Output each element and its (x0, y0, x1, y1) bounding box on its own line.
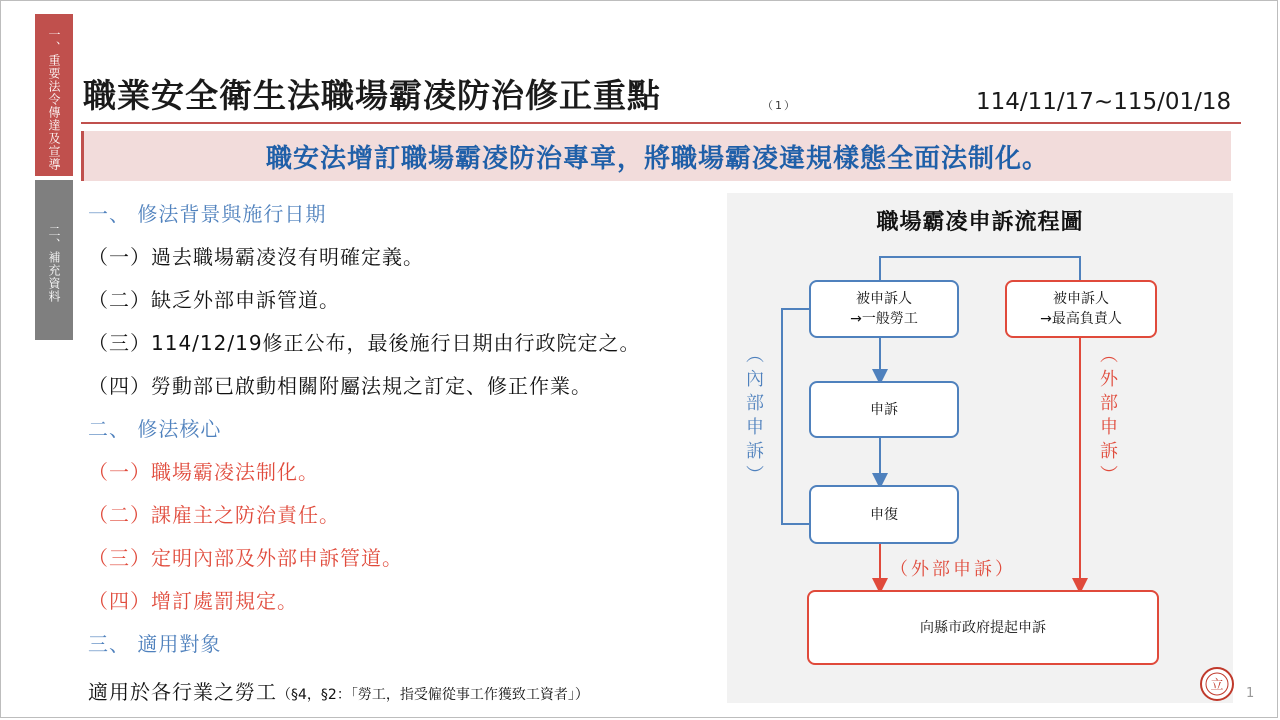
page-number: 1 (1246, 686, 1255, 701)
list-item: （二）缺乏外部申訴管道。 (88, 288, 340, 312)
box-respondent-head (1005, 280, 1157, 338)
applicability-main: 適用於各行業之勞工 (88, 680, 277, 704)
section-heading-2: 二、 修法核心 (88, 417, 222, 441)
list-item: （三）定明內部及外部申訴管道。 (88, 546, 403, 570)
section-heading-1: 一、 修法背景與施行日期 (88, 202, 327, 226)
list-item: （三）114/12/19修正公布，最後施行日期由行政院定之。 (88, 331, 641, 355)
list-item: （四）勞動部已啟動相關附屬法規之訂定、修正作業。 (88, 374, 592, 398)
section-heading-3: 三、 適用對象 (88, 632, 222, 656)
applicability-note: （§4，§2：「勞工，指受僱從事工作獲致工資者」） (277, 687, 589, 703)
box-review (809, 485, 959, 544)
list-item: （一）過去職場霸凌沒有明確定義。 (88, 245, 424, 269)
box-complaint (809, 381, 959, 438)
label-external-complaint-right: （外部申訴） (1097, 345, 1118, 489)
box-label: 申復 (870, 506, 898, 523)
label-external-complaint-mid: （外部申訴） (890, 559, 1016, 580)
box-label: 被申訴人 (1053, 291, 1109, 307)
box-label: 被申訴人 (856, 291, 912, 307)
summary-banner: 職安法增訂職場霸凌防治專章，將職場霸凌違規樣態全面法制化。 (81, 131, 1231, 181)
flowchart-panel (727, 193, 1233, 703)
box-label: 向縣市政府提起申訴 (920, 619, 1046, 636)
box-label: →一般勞工 (850, 311, 918, 327)
page-title: 職業安全衛生法職場霸凌防治修正重點 (83, 76, 661, 115)
label-internal-complaint: （內部申訴） (743, 345, 764, 489)
flowchart-title: 職場霸凌申訴流程圖 (876, 210, 1084, 235)
list-item: （一）職場霸凌法制化。 (88, 460, 319, 484)
title-divider (81, 122, 1241, 124)
sidebar-tab-supplement[interactable] (35, 180, 73, 340)
page-title-note: （1） (762, 99, 797, 112)
sidebar-tab-laws[interactable] (35, 14, 73, 176)
organization-seal-logo (1199, 666, 1235, 702)
box-label: →最高負責人 (1040, 311, 1122, 327)
sidebar-tab-laws-label: 一、重要法令傳達及宣導 (47, 27, 61, 171)
logo-char: 立 (1210, 678, 1224, 693)
sidebar-tab-supplement-label: 二、補充資料 (47, 225, 61, 303)
list-item: （四）增訂處罰規定。 (88, 589, 298, 613)
list-item: （二）課雇主之防治責任。 (88, 503, 340, 527)
applicability-text (88, 676, 589, 705)
date-range: 114/11/17~115/01/18 (976, 89, 1232, 115)
box-county-complaint (807, 590, 1159, 665)
box-respondent-worker (809, 280, 959, 338)
box-label: 申訴 (870, 401, 898, 418)
